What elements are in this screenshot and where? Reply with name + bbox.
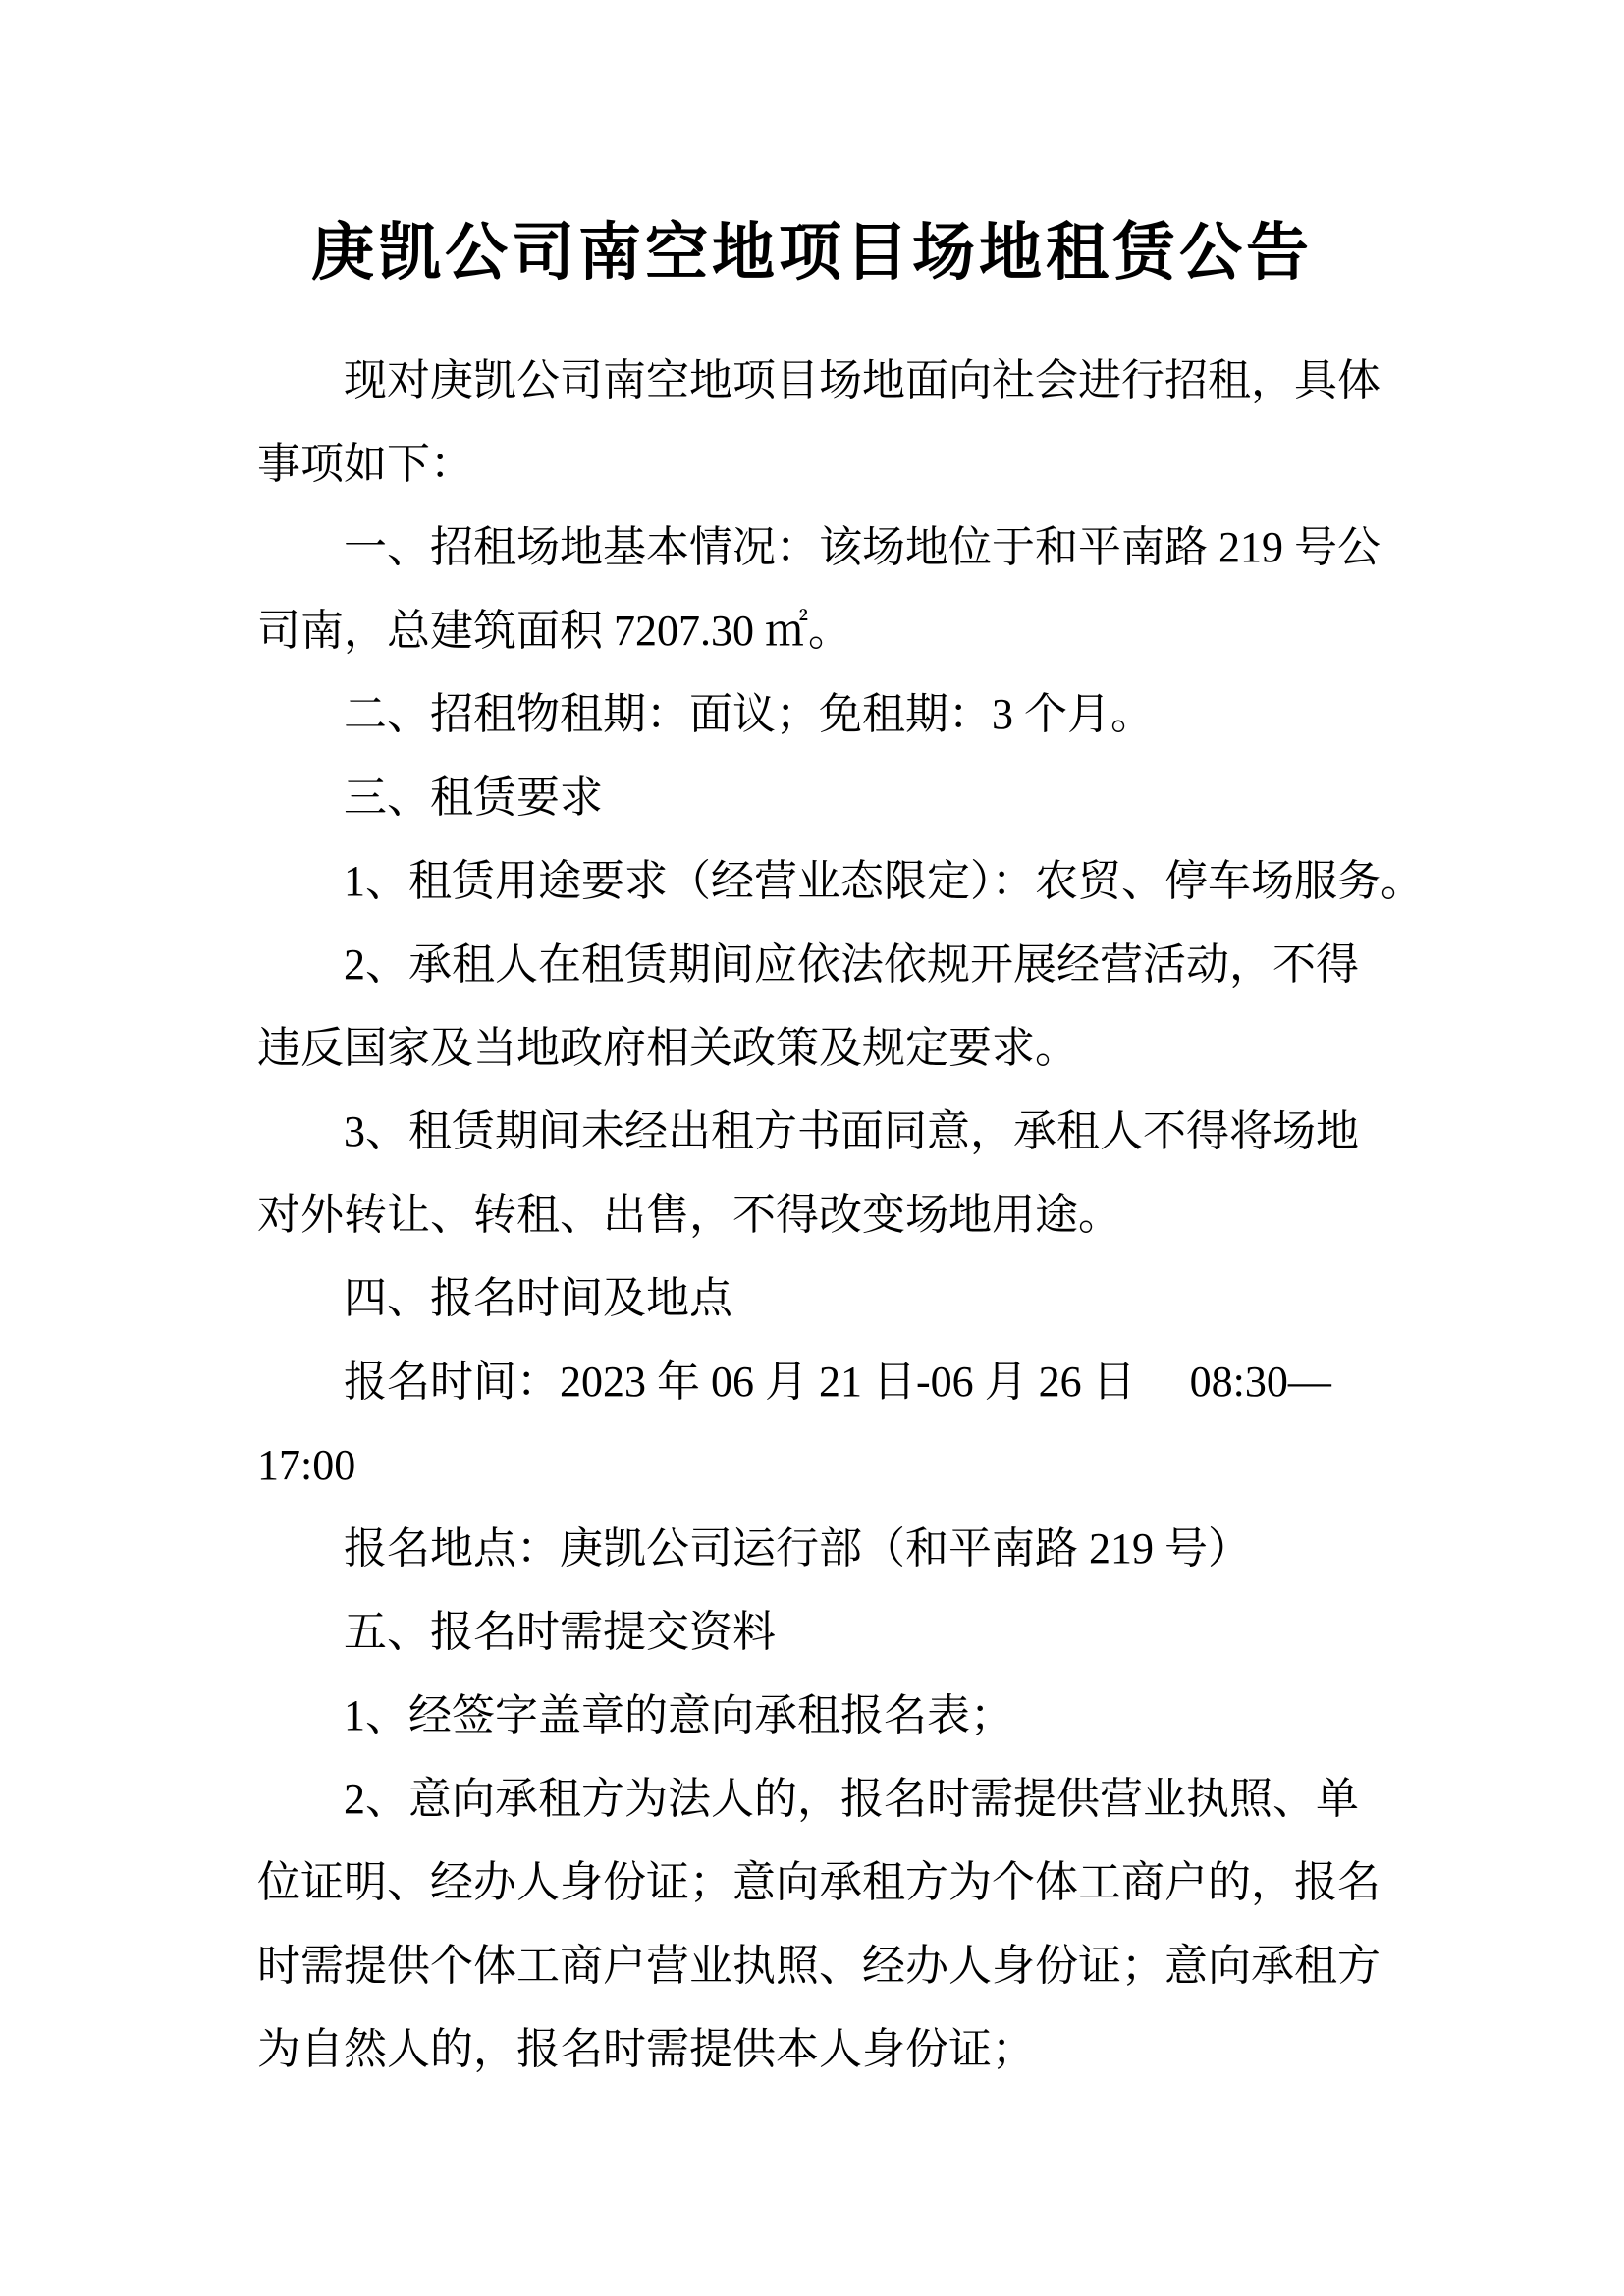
text-line-19: 位证明、经办人身份证；意向承租方为个体工商户的，报名	[257, 1858, 1380, 1906]
text-line-2: 事项如下：	[257, 440, 473, 488]
text-line-5: 二、招租物租期：面议；免租期：3 个月。	[344, 690, 1154, 738]
text-line-16: 五、报名时需提交资料	[344, 1608, 776, 1656]
text-line-7: 1、租赁用途要求（经营业态限定）：农贸、停车场服务。	[344, 857, 1424, 905]
text-line-6: 三、租赁要求	[344, 774, 603, 822]
text-line-3: 一、招租场地基本情况：该场地位于和平南路 219 号公	[344, 523, 1380, 571]
document-body	[0, 339, 1624, 2091]
text-line-15: 报名地点：庚凯公司运行部（和平南路 219 号）	[344, 1524, 1251, 1573]
text-line-9: 违反国家及当地政府相关政策及规定要求。	[257, 1024, 1078, 1072]
text-line-17: 1、经签字盖章的意向承租报名表；	[344, 1691, 1013, 1739]
text-line-11: 对外转让、转租、出售，不得改变场地用途。	[257, 1191, 1121, 1239]
text-line-12: 四、报名时间及地点	[344, 1274, 732, 1322]
text-line-8: 2、承租人在租赁期间应依法依规开展经营活动，不得	[344, 940, 1359, 988]
text-line-20: 时需提供个体工商户营业执照、经办人身份证；意向承租方	[257, 1942, 1380, 1990]
text-line-13: 报名时间：2023 年 06 月 21 日-06 月 26 日 08:30—	[344, 1358, 1331, 1406]
document-title: 庚凯公司南空地项目场地租赁公告	[311, 218, 1313, 288]
text-line-18: 2、意向承租方为法人的，报名时需提供营业执照、单	[344, 1775, 1359, 1823]
text-line-4: 司南，总建筑面积 7207.30 ㎡。	[257, 607, 851, 655]
text-line-1: 现对庚凯公司南空地项目场地面向社会进行招租，具体	[344, 356, 1380, 404]
text-line-14: 17:00	[257, 1441, 356, 1489]
text-line-10: 3、租赁期间未经出租方书面同意，承租人不得将场地	[344, 1107, 1359, 1155]
text-line-21: 为自然人的，报名时需提供本人身份证；	[257, 2025, 1035, 2073]
